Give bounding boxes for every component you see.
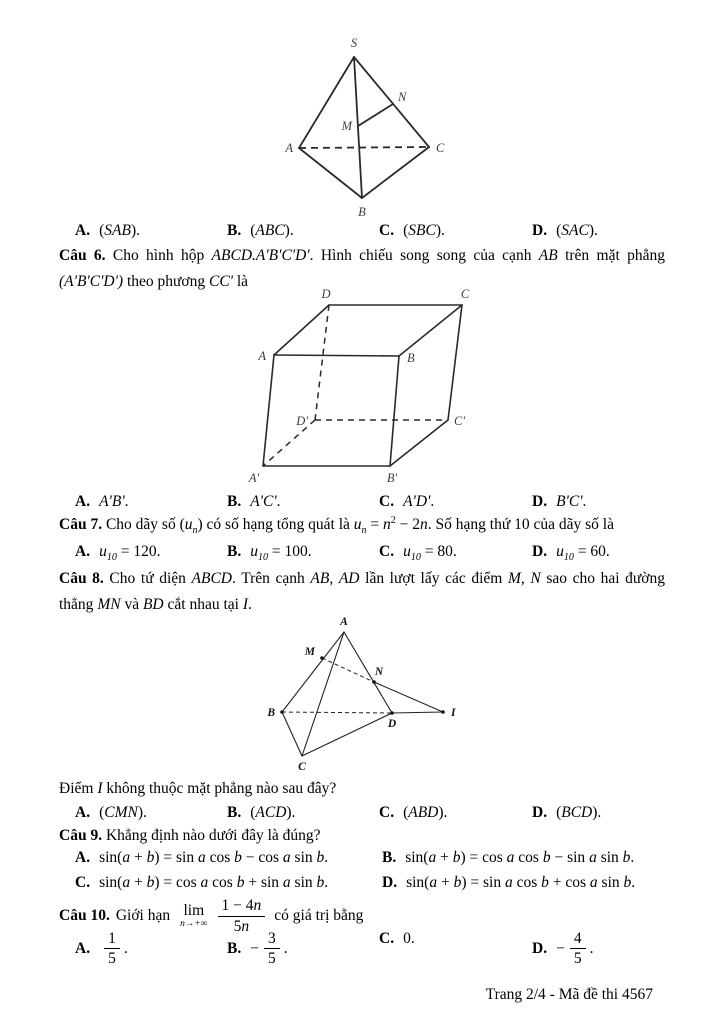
option-text: sin(a + b) = sin a cos b + cos a sin b. [406,874,636,891]
figure-parallelepiped-abcd [240,285,475,490]
question-text-pre: Giới hạn [115,907,171,924]
option-text: (ABD). [403,804,448,821]
option-letter: D. [532,939,548,957]
option-letter: B. [227,493,242,510]
option-text: A'C'. [250,493,281,510]
option-b [227,804,295,822]
option-b [382,849,634,867]
question-text: Cho hình hộp ABCD.A'B'C'D'. Hình chiếu song song của cạnh AB trên mặt phẳng (A'B'C'D') theo phương CC' là [59,247,665,290]
limit-subscript: n→+∞ [180,919,208,929]
question-text: Cho dãy số $(u_n)$ có số hạng tổng quát là $u_n = n^2 - 2n$. Số hạng thứ 10 của dãy số là [102,515,614,536]
option-d [532,804,601,822]
option-text: A'D'. [403,493,435,510]
option-letter: B. [227,939,242,957]
question-number: Câu 7. [59,516,103,533]
question-10-options-row [75,930,720,978]
question-9-options-row-1 [75,849,720,873]
figure-tetrahedron-sabc [280,30,480,222]
option-d [532,930,593,968]
option-text: sin(a + b) = sin a cos b − cos a sin b. [99,849,329,866]
option-letter: A. [75,939,91,957]
option-c [379,493,434,511]
option-d [382,874,635,892]
option-a [75,543,160,563]
vertex-label-b: B [267,707,275,719]
question-number: Câu 10. [59,907,110,924]
fraction-denominator: 5 [108,950,116,968]
option-text: B'C'. [556,493,587,510]
question-number: Câu 9. [59,827,103,844]
vertex-label-m: M [304,646,315,658]
option-text: $u_{10} = 80$. [403,543,457,563]
vertex-label-c: C [298,761,306,773]
fraction-numerator: 4 [570,930,586,949]
question-7-statement [59,515,614,536]
option-b [227,493,281,511]
question-9-options-row-2 [75,874,720,898]
option-letter: A. [75,849,91,866]
option-sign: − [556,939,565,957]
option-d [532,493,586,511]
vertex-label-a: A [285,141,293,155]
question-7-options-row [75,543,720,567]
vertex-label-d: D [387,718,397,730]
option-c [75,874,328,892]
option-b [227,543,312,563]
option-letter: C. [379,543,395,560]
option-text: $u_{10} = 100$. [250,543,312,563]
vertex-label-s: S [350,36,358,50]
fraction-numerator: 1 [104,930,120,949]
option-text: 0. [403,930,415,947]
option-b [227,930,288,968]
option-a [75,493,129,511]
option-letter: B. [382,849,397,866]
fraction-numerator: 3 [264,930,280,949]
option-letter: C. [75,874,91,891]
option-letter: A. [75,222,91,239]
limit-word: lim [183,901,205,919]
option-c [379,222,445,240]
option-b [227,222,294,240]
question-8-statement [59,566,665,618]
option-letter: A. [75,493,91,510]
option-d [532,222,598,240]
vertex-label-n: N [374,666,384,678]
option-letter: C. [379,493,395,510]
option-letter: D. [532,804,548,821]
point-dots [280,656,445,715]
vertex-label-n: N [398,90,407,104]
option-c [379,543,457,563]
vertex-label-m: M [341,119,352,133]
option-letter: B. [227,804,242,821]
fraction-denominator: 5n [233,917,250,935]
page-footer: Trang 2/4 - Mã đề thi 4567 [485,986,653,1003]
question-text: Cho tứ diện ABCD. Trên cạnh AB, AD lần lượt lấy các điểm M, N sao cho hai đường thẳng MN và BD cắt nhau tại I. [59,570,665,613]
option-letter: C. [379,222,395,239]
option-text: sin(a + b) = cos a cos b + sin a sin b. [99,874,329,891]
fraction-numerator: 1 − 4n [218,897,266,916]
option-letter: A. [75,804,91,821]
vertex-label-d-prime: D' [296,414,308,428]
vertex-label-c-prime: C' [454,414,466,428]
vertex-label-i: I [451,707,456,719]
option-tail: . [123,939,128,957]
question-8-subquestion [59,780,336,798]
question-8-options-row [75,804,720,828]
question-text: Khẳng định nào dưới đây là đúng? [102,827,321,844]
option-text: (CMN). [99,804,147,821]
option-letter: A. [75,543,91,560]
option-letter: D. [382,874,398,891]
option-sign: − [250,939,259,957]
option-text: (ACD). [250,804,296,821]
option-text: (SBC). [403,222,445,239]
question-text: Điểm I không thuộc mặt phẳng nào sau đây? [59,780,337,797]
option-text: (SAB). [99,222,140,239]
option-text: $u_{10} = 60$. [556,543,610,563]
option-a [75,930,128,968]
option-letter: D. [532,543,548,560]
vertex-label-a: A [340,616,348,628]
option-letter: D. [532,493,548,510]
vertex-label-b: B [407,351,415,365]
option-tail: . [283,939,288,957]
vertex-label-a: A [258,349,266,363]
option-c [379,804,447,822]
fraction-denominator: 5 [267,950,276,968]
option-fraction [104,930,120,968]
option-letter: B. [227,222,242,239]
option-letter: C. [379,930,395,947]
figure-tetrahedron-abcd-mni [255,613,470,783]
box-solid-edges [263,305,462,466]
vertex-label-c: C [436,141,445,155]
option-a [75,804,147,822]
question-number: Câu 6. [59,247,106,264]
question-text-post: có giá trị bằng [274,907,364,924]
tetrahedron-hidden-edge-ac [299,147,429,148]
question-6-options-row [75,493,720,517]
vertex-label-c: C [460,287,470,301]
option-a [75,222,140,240]
option-text: A'B'. [99,493,129,510]
option-fraction [570,930,586,968]
option-fraction [264,930,280,968]
vertex-label-b-prime: B' [386,471,398,485]
option-c [379,930,415,948]
question-9-statement [59,827,321,845]
option-letter: B. [227,543,242,560]
option-text: (BCD). [556,804,602,821]
vertex-label-a-prime: A' [248,471,260,485]
option-a [75,849,328,867]
fraction-denominator: 5 [573,950,582,968]
option-tail: . [589,939,594,957]
question-number: Câu 8. [59,570,104,587]
vertex-label-b: B [358,205,366,219]
tetrahedron-solid-edges [299,57,429,198]
option-text: (SAC). [556,222,598,239]
option-text: (ABC). [250,222,294,239]
option-text: $u_{10} = 120$. [99,543,161,563]
vertex-label-d: D [321,287,331,301]
limit-notation [180,903,207,930]
option-d [532,543,610,563]
option-letter: D. [532,222,548,239]
option-letter: C. [379,804,395,821]
option-text: sin(a + b) = cos a cos b − sin a sin b. [405,849,635,866]
